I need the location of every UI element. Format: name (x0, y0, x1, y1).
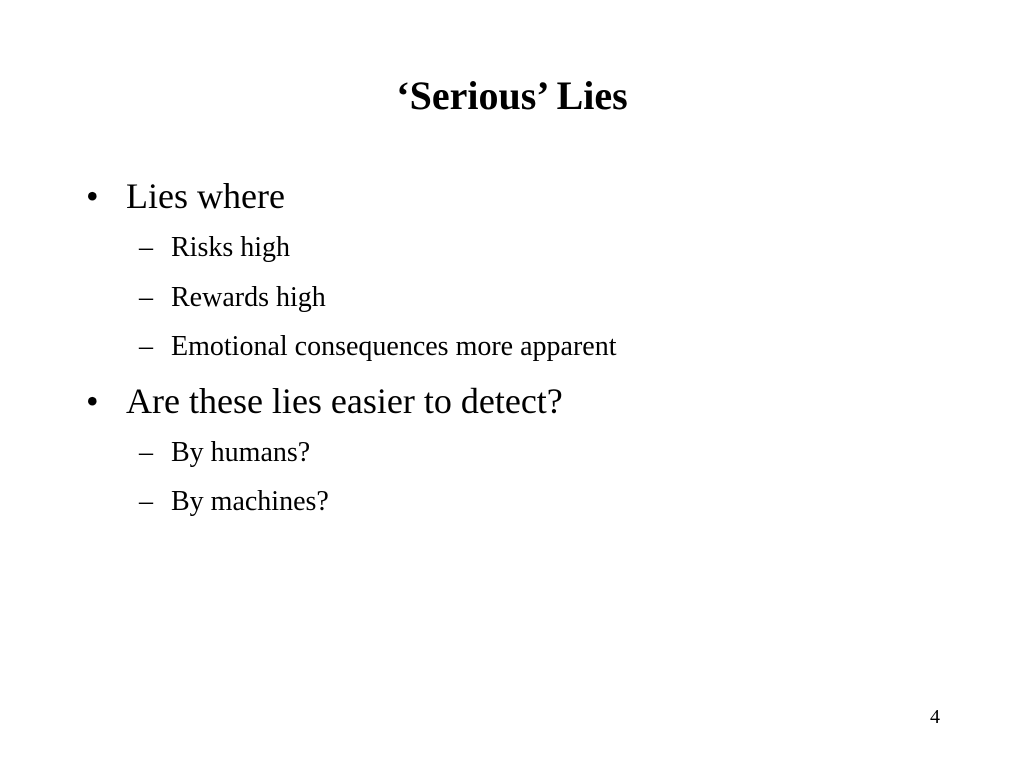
sub-bullet-marker: – (139, 331, 153, 362)
sub-bullet-marker: – (139, 232, 153, 263)
bullet-item (86, 175, 285, 217)
bullet-text: Are these lies easier to detect? (126, 381, 563, 421)
sub-bullet-text: By machines? (171, 486, 329, 517)
sub-bullet-item (139, 281, 326, 315)
sub-bullet-marker: – (139, 437, 153, 468)
sub-bullet-marker: – (139, 486, 153, 517)
bullet-marker: • (86, 381, 99, 421)
sub-bullet-item (139, 330, 617, 364)
sub-bullet-text: Emotional consequences more apparent (171, 331, 617, 362)
sub-bullet-text: By humans? (171, 437, 311, 468)
sub-bullet-item (139, 231, 290, 265)
sub-bullet-text: Rewards high (171, 282, 326, 313)
bullet-item (86, 380, 563, 422)
sub-bullet-text: Risks high (171, 232, 291, 263)
page-number: 4 (930, 706, 940, 728)
slide-title: ‘Serious’ Lies (396, 73, 628, 118)
bullet-marker: • (86, 176, 99, 216)
sub-bullet-item (139, 485, 329, 519)
sub-bullet-item (139, 436, 310, 470)
bullet-text: Lies where (126, 176, 285, 216)
sub-bullet-marker: – (139, 282, 153, 313)
